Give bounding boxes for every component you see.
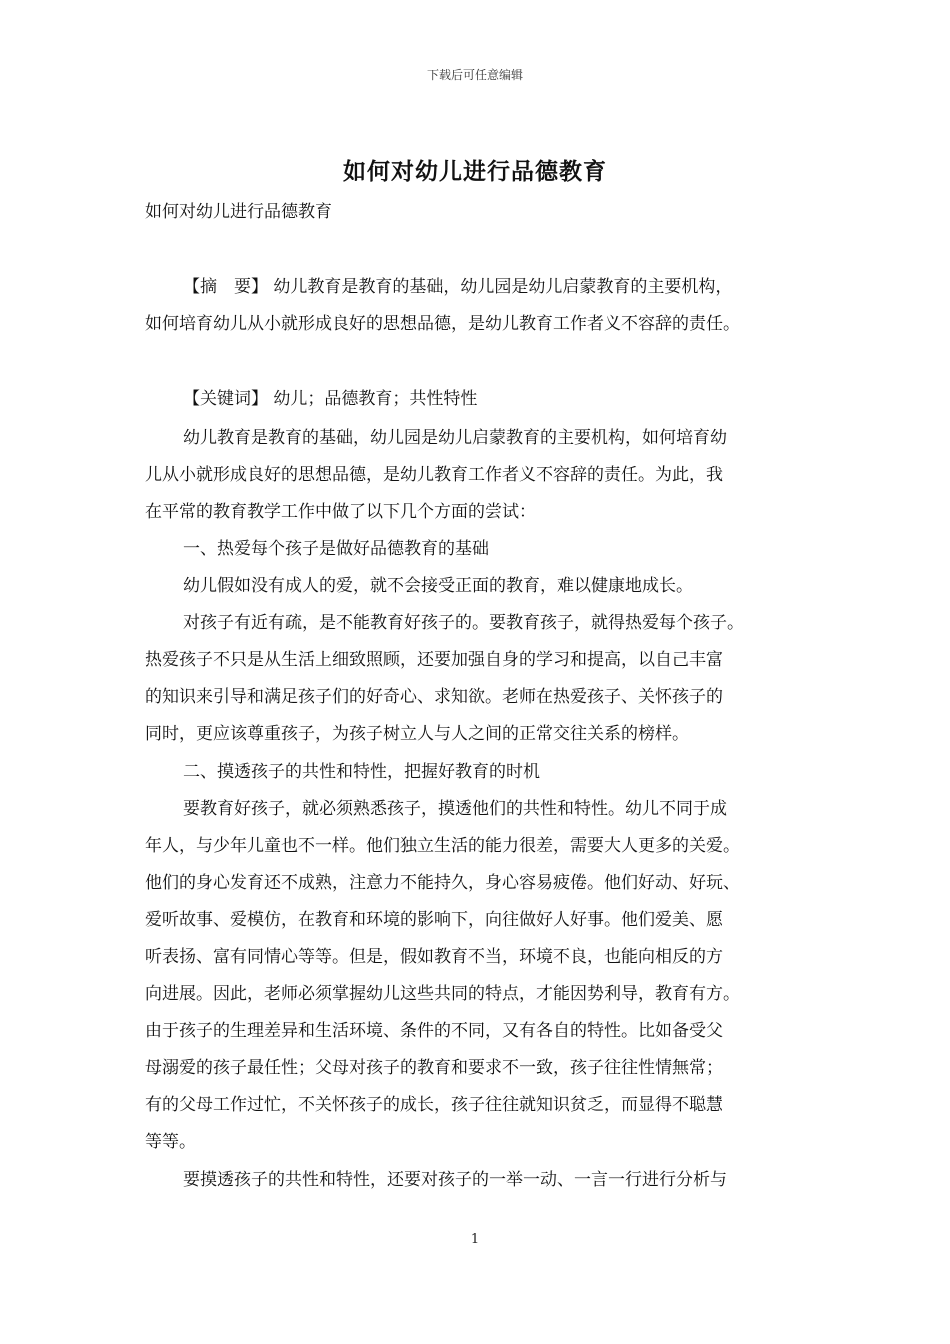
body-line: 幼儿教育是教育的基础，幼儿园是幼儿启蒙教育的主要机构，如何培育幼 — [183, 428, 727, 448]
body-line: 年人，与少年儿童也不一样。他们独立生活的能力很差，需要大人更多的关爱。 — [145, 836, 740, 856]
body-line: 要摸透孩子的共性和特性，还要对孩子的一举一动、一言一行进行分析与 — [183, 1170, 727, 1190]
body-line: 在平常的教育教学工作中做了以下几个方面的尝试： — [145, 502, 536, 522]
body-line: 儿从小就形成良好的思想品德，是幼儿教育工作者义不容辞的责任。为此，我 — [145, 465, 723, 485]
body-line: 等等。 — [145, 1132, 196, 1152]
page-number: 1 — [470, 1232, 480, 1247]
body-line: 向进展。因此，老师必须掌握幼儿这些共同的特点，才能因势利导，教育有方。 — [145, 984, 740, 1004]
body-line: 同时，更应该尊重孩子，为孩子树立人与人之间的正常交往关系的榜样。 — [145, 724, 689, 744]
abstract-line: 【摘 要】 幼儿教育是教育的基础，幼儿园是幼儿启蒙教育的主要机构， — [183, 277, 733, 297]
header-note: 下载后可任意编辑 — [426, 68, 523, 82]
body-line: 他们的身心发育还不成熟，注意力不能持久，身心容易疲倦。他们好动、好玩、 — [145, 873, 740, 893]
body-line: 由于孩子的生理差异和生活环境、条件的不同，又有各自的特性。比如备受父 — [145, 1021, 723, 1041]
section-heading: 一、热爱每个孩子是做好品德教育的基础 — [183, 539, 489, 559]
keywords: 【关键词】 幼儿；品德教育；共性特性 — [183, 389, 478, 409]
document-title: 如何对幼儿进行品德教育 — [343, 158, 607, 185]
body-line: 的知识来引导和满足孩子们的好奇心、求知欲。老师在热爱孩子、关怀孩子的 — [145, 687, 723, 707]
body-line: 幼儿假如没有成人的爱，就不会接受正面的教育，难以健康地成长。 — [183, 576, 693, 596]
body-line: 有的父母工作过忙，不关怀孩子的成长，孩子往往就知识贫乏，而显得不聪慧 — [145, 1095, 723, 1115]
section-heading: 二、摸透孩子的共性和特性，把握好教育的时机 — [183, 762, 540, 782]
body-line: 热爱孩子不只是从生活上细致照顾，还要加强自身的学习和提高，以自己丰富 — [145, 650, 723, 670]
body-line: 听表扬、富有同情心等等。但是，假如教育不当，环境不良，也能向相反的方 — [145, 947, 723, 967]
body-line: 对孩子有近有疏，是不能教育好孩子的。要教育孩子，就得热爱每个孩子。 — [183, 613, 744, 633]
body-line: 母溺爱的孩子最任性；父母对孩子的教育和要求不一致，孩子往往性情無常； — [145, 1058, 723, 1078]
body-line: 爱听故事、爱模仿，在教育和环境的影响下，向往做好人好事。他们爱美、愿 — [145, 910, 723, 930]
body-line: 要教育好孩子，就必须熟悉孩子，摸透他们的共性和特性。幼儿不同于成 — [183, 799, 727, 819]
abstract-line: 如何培育幼儿从小就形成良好的思想品德，是幼儿教育工作者义不容辞的责任。 — [145, 314, 740, 334]
subtitle: 如何对幼儿进行品德教育 — [145, 202, 332, 222]
